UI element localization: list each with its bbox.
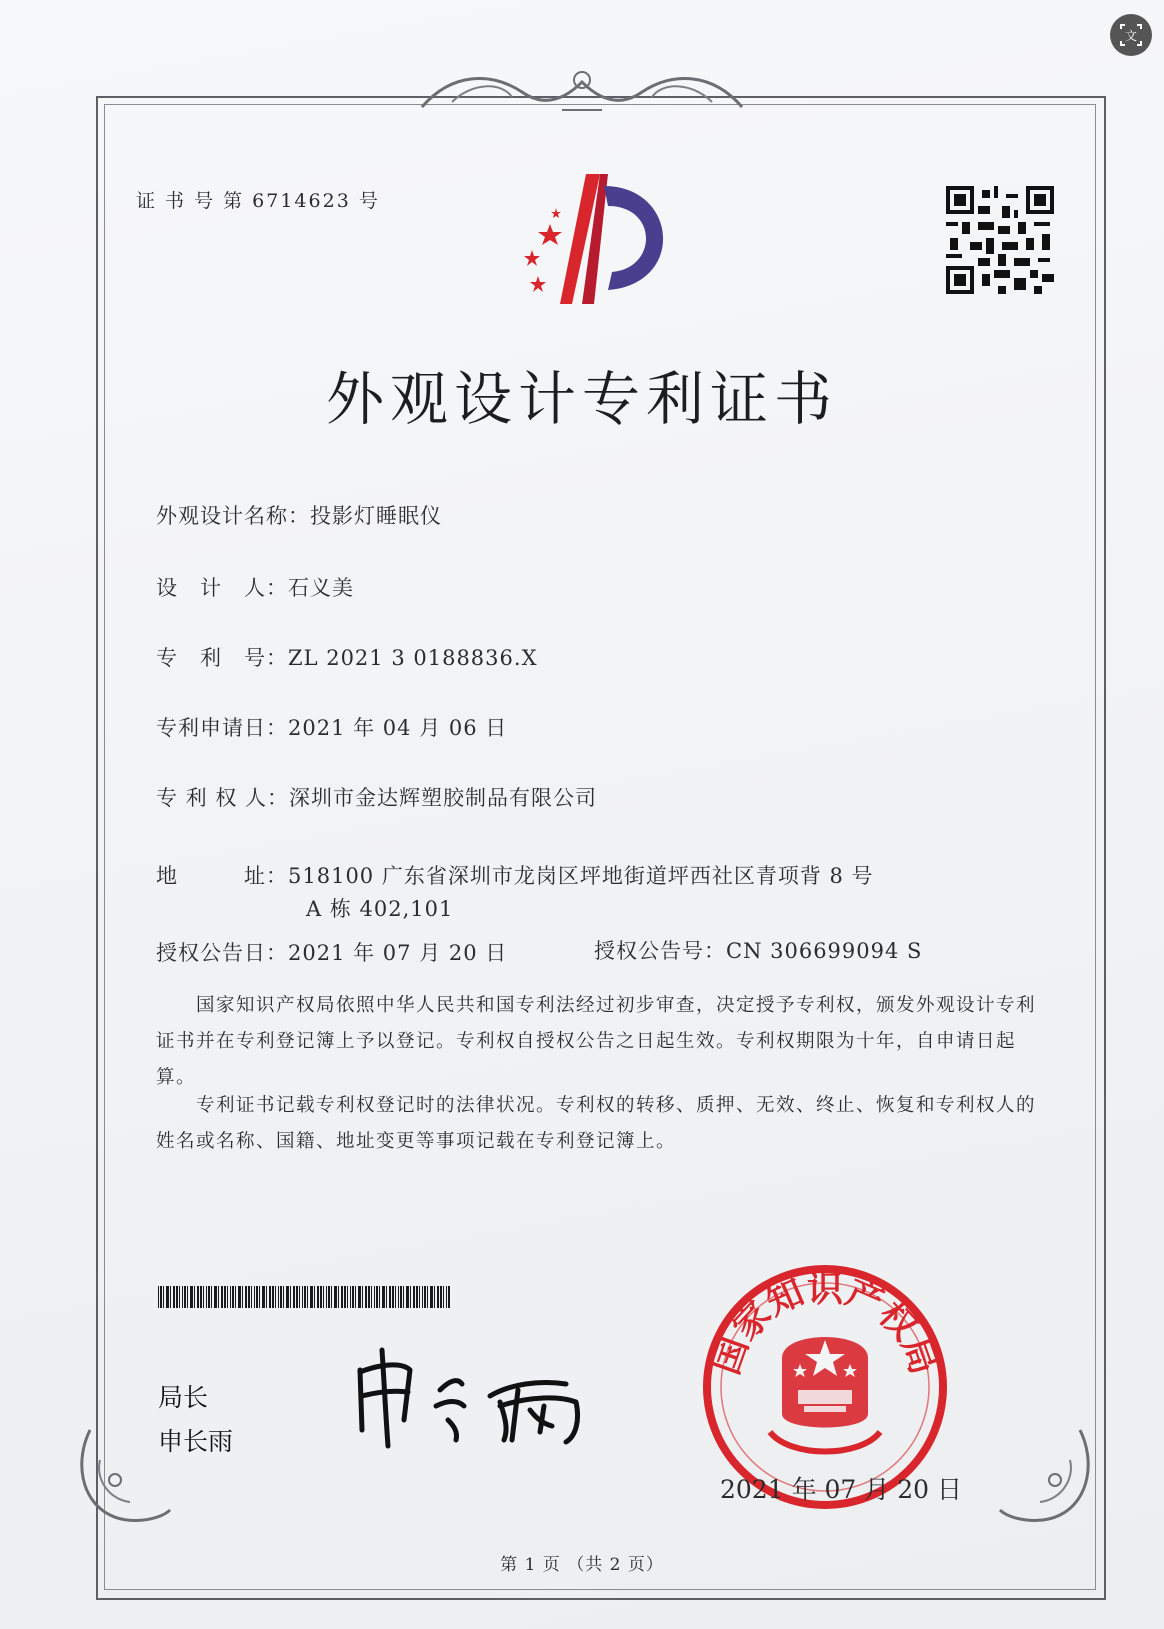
- barcode-bar: [334, 1286, 337, 1308]
- barcode-icon: [158, 1286, 452, 1308]
- address-line-1: 518100 广东省深圳市龙岗区坪地街道坪西社区青项背 8 号: [288, 864, 874, 888]
- barcode-bar: [338, 1286, 339, 1308]
- barcode-bar: [170, 1286, 171, 1308]
- design-name-label: 外观设计名称：: [156, 504, 310, 528]
- barcode-bar: [379, 1286, 380, 1308]
- barcode-bar: [371, 1286, 372, 1308]
- barcode-bar: [376, 1286, 378, 1308]
- barcode-bar: [235, 1286, 236, 1308]
- barcode-bar: [314, 1286, 315, 1308]
- barcode-bar: [184, 1286, 186, 1308]
- barcode-bar: [304, 1286, 306, 1308]
- barcode-bar: [368, 1286, 370, 1308]
- barcode-bar: [242, 1286, 243, 1308]
- barcode-bar: [238, 1286, 241, 1308]
- barcode-bar: [386, 1286, 387, 1308]
- barcode-bar: [374, 1286, 375, 1308]
- barcode-bar: [272, 1286, 274, 1308]
- barcode-bar: [200, 1286, 202, 1308]
- barcode-bar: [166, 1286, 169, 1308]
- barcode-bar: [262, 1286, 265, 1308]
- barcode-bar: [266, 1286, 267, 1308]
- designer-value: 石义美: [288, 576, 354, 600]
- address-row: [156, 860, 874, 890]
- barcode-bar: [194, 1286, 195, 1308]
- certificate-title: 外观设计专利证书: [325, 365, 838, 433]
- barcode-bar: [410, 1286, 411, 1308]
- barcode-bar: [290, 1286, 291, 1308]
- barcode-bar: [320, 1286, 322, 1308]
- design-name-value: 投影灯睡眠仪: [310, 504, 442, 528]
- handwritten-signature: [340, 1340, 600, 1450]
- corner-ornament-bottom-right: [990, 1420, 1100, 1530]
- barcode-bar: [203, 1286, 204, 1308]
- barcode-bar: [275, 1286, 276, 1308]
- filing-date-row: [156, 712, 507, 742]
- designer-row: [156, 572, 354, 602]
- barcode-bar: [251, 1286, 252, 1308]
- barcode-bar: [352, 1286, 354, 1308]
- barcode-bar: [254, 1286, 255, 1308]
- statement-paragraph-1: 国家知识产权局依照中华人民共和国专利法经过初步审查，决定授予专利权，颁发外观设计专利证书并在专利登记簿上予以登记。专利权自授权公告之日起生效。专利权期限为十年，自申请日起算。: [156, 995, 1037, 1088]
- translate-icon: [1118, 22, 1144, 48]
- page-number: 第 1 页 （共 2 页）: [500, 1555, 664, 1575]
- barcode-bar: [437, 1286, 439, 1308]
- grant-date-label: 授权公告日：: [156, 941, 288, 965]
- barcode-bar: [158, 1286, 159, 1308]
- barcode-bar: [362, 1286, 363, 1308]
- statement-paragraph-2: 专利证书记载专利权登记时的法律状况。专利权的转移、质押、无效、终止、恢复和专利权人的姓名或名称、国籍、地址变更等事项记载在专利登记簿上。: [156, 1095, 1037, 1152]
- barcode-bar: [232, 1286, 234, 1308]
- barcode-bar: [307, 1286, 308, 1308]
- barcode-bar: [278, 1286, 279, 1308]
- barcode-bar: [382, 1286, 385, 1308]
- barcode-bar: [286, 1286, 289, 1308]
- barcode-bar: [326, 1286, 327, 1308]
- barcode-bar: [350, 1286, 351, 1308]
- director-name-label: 申长雨: [158, 1427, 234, 1456]
- barcode-bar: [173, 1286, 175, 1308]
- barcode-bar: [176, 1286, 178, 1308]
- filing-date-label: 专利申请日：: [156, 716, 288, 740]
- seal-date: 2021 年 07 月 20 日: [720, 1475, 962, 1504]
- barcode-bar: [416, 1286, 418, 1308]
- barcode-bar: [227, 1286, 228, 1308]
- barcode-bar: [446, 1286, 447, 1308]
- patent-number-label: 专 利 号：: [156, 646, 288, 670]
- barcode-bar: [328, 1286, 330, 1308]
- barcode-bar: [344, 1286, 346, 1308]
- barcode-bar: [389, 1286, 391, 1308]
- barcode-bar: [331, 1286, 332, 1308]
- translate-button[interactable]: [1110, 14, 1152, 56]
- barcode-bar: [448, 1286, 450, 1308]
- translate-glyph: 文: [1124, 29, 1138, 43]
- barcode-bar: [347, 1286, 348, 1308]
- barcode-bar: [434, 1286, 435, 1308]
- barcode-bar: [206, 1286, 207, 1308]
- barcode-bar: [293, 1286, 295, 1308]
- barcode-bar: [310, 1286, 313, 1308]
- barcode-bar: [230, 1286, 231, 1308]
- barcode-bar: [245, 1286, 247, 1308]
- cnipa-logo-icon: [508, 172, 688, 310]
- barcode-bar: [430, 1286, 433, 1308]
- barcode-bar: [323, 1286, 324, 1308]
- barcode-bar: [395, 1286, 396, 1308]
- barcode-bar: [224, 1286, 226, 1308]
- barcode-bar: [214, 1286, 217, 1308]
- design-name-row: [156, 500, 442, 530]
- barcode-bar: [413, 1286, 415, 1308]
- barcode-bar: [160, 1286, 162, 1308]
- barcode-bar: [299, 1286, 300, 1308]
- barcode-bar: [211, 1286, 212, 1308]
- patent-number-value: ZL 2021 3 0188836.X: [288, 646, 538, 670]
- barcode-bar: [248, 1286, 250, 1308]
- grant-number-value: CN 306699094 S: [726, 939, 923, 963]
- barcode-bar: [440, 1286, 442, 1308]
- barcode-bar: [256, 1286, 258, 1308]
- barcode-bar: [197, 1286, 199, 1308]
- barcode-bar: [218, 1286, 219, 1308]
- barcode-bar: [163, 1286, 164, 1308]
- barcode-bar: [190, 1286, 193, 1308]
- designer-label: 设 计 人：: [156, 576, 288, 600]
- barcode-bar: [179, 1286, 180, 1308]
- barcode-bar: [422, 1286, 423, 1308]
- grant-number-label: 授权公告号：: [594, 939, 726, 963]
- barcode-bar: [280, 1286, 282, 1308]
- barcode-bar: [406, 1286, 409, 1308]
- grant-number-row: [594, 935, 922, 965]
- barcode-bar: [398, 1286, 399, 1308]
- top-ornament: [412, 62, 752, 122]
- barcode-bar: [443, 1286, 444, 1308]
- barcode-bar: [355, 1286, 356, 1308]
- qr-code-icon: [946, 186, 1054, 294]
- director-title-label: 局长: [158, 1383, 209, 1412]
- barcode-bar: [358, 1286, 361, 1308]
- barcode-bar: [269, 1286, 271, 1308]
- grant-date-row: [156, 937, 507, 967]
- grant-date-value: 2021 年 07 月 20 日: [288, 941, 508, 965]
- address-label: 地 址：: [156, 864, 288, 888]
- barcode-bar: [259, 1286, 260, 1308]
- seal-text: 国家知识产权局: [705, 1269, 945, 1380]
- barcode-bar: [424, 1286, 426, 1308]
- barcode-bar: [187, 1286, 188, 1308]
- barcode-bar: [302, 1286, 303, 1308]
- barcode-bar: [208, 1286, 210, 1308]
- barcode-bar: [182, 1286, 183, 1308]
- barcode-bar: [419, 1286, 420, 1308]
- patentee-value: 深圳市金达辉塑胶制品有限公司: [289, 786, 598, 810]
- barcode-bar: [317, 1286, 319, 1308]
- address-line-2: A 栋 402,101: [306, 897, 454, 921]
- barcode-bar: [403, 1286, 404, 1308]
- barcode-bar: [283, 1286, 284, 1308]
- certificate-number: 证 书 号 第 6714623 号: [136, 190, 380, 212]
- barcode-bar: [392, 1286, 394, 1308]
- filing-date-value: 2021 年 04 月 06 日: [288, 716, 508, 740]
- patentee-row: [156, 782, 597, 812]
- barcode-bar: [365, 1286, 367, 1308]
- patent-number-row: [156, 642, 538, 672]
- barcode-bar: [296, 1286, 298, 1308]
- barcode-bar: [400, 1286, 402, 1308]
- patentee-label: 专 利 权 人：: [156, 786, 290, 810]
- barcode-bar: [221, 1286, 223, 1308]
- barcode-bar: [341, 1286, 343, 1308]
- barcode-bar: [427, 1286, 428, 1308]
